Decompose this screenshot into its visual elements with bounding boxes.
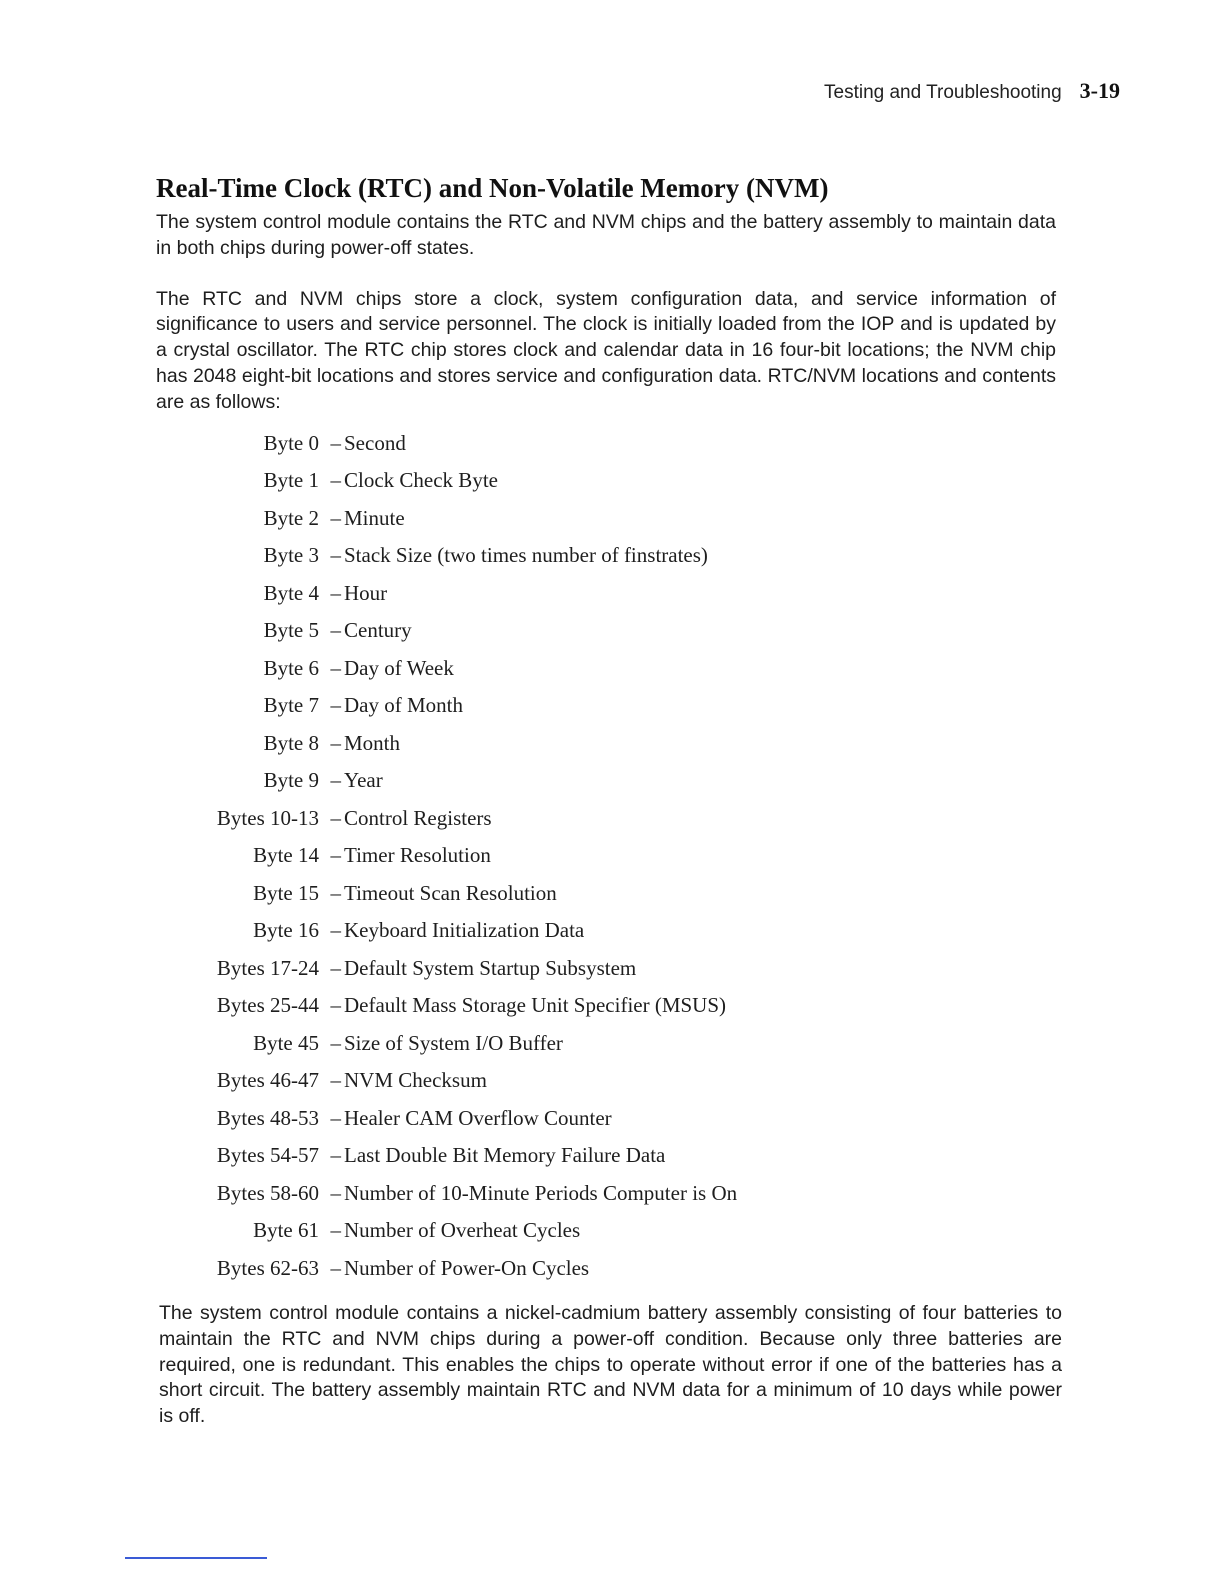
byte-dash: – bbox=[330, 918, 341, 943]
byte-map-row bbox=[156, 575, 1056, 613]
byte-description: Minute bbox=[344, 505, 405, 530]
byte-description: Healer CAM Overflow Counter bbox=[344, 1105, 612, 1130]
byte-map-row bbox=[156, 1250, 1056, 1288]
byte-map-row bbox=[156, 1100, 1056, 1138]
byte-map-row bbox=[156, 1062, 1056, 1100]
byte-address: Bytes 10-13 bbox=[216, 805, 319, 830]
byte-address: Byte 16 bbox=[253, 918, 319, 943]
byte-description: Default Mass Storage Unit Specifier (MSUS) bbox=[344, 993, 727, 1018]
byte-description: Day of Month bbox=[344, 693, 463, 718]
byte-map-list bbox=[156, 425, 1056, 1288]
byte-map-row bbox=[156, 912, 1056, 950]
byte-address: Byte 5 bbox=[263, 618, 319, 643]
byte-description: Hour bbox=[344, 580, 388, 605]
byte-map-row bbox=[156, 1175, 1056, 1213]
byte-description: Month bbox=[344, 730, 401, 755]
byte-description: Timer Resolution bbox=[344, 843, 491, 868]
byte-map-row bbox=[156, 462, 1056, 500]
byte-map-row bbox=[156, 537, 1056, 575]
byte-description: Year bbox=[344, 768, 383, 793]
byte-map-row bbox=[156, 650, 1056, 688]
byte-address: Byte 6 bbox=[263, 655, 319, 680]
byte-description: Last Double Bit Memory Failure Data bbox=[344, 1143, 666, 1168]
byte-description: Default System Startup Subsystem bbox=[344, 955, 637, 980]
byte-dash: – bbox=[330, 993, 341, 1018]
byte-dash: – bbox=[330, 1255, 341, 1280]
byte-map-row bbox=[156, 762, 1056, 800]
byte-address: Bytes 25-44 bbox=[216, 993, 319, 1018]
byte-dash: – bbox=[330, 693, 341, 718]
description-paragraph: The RTC and NVM chips store a clock, system configuration data, and service information of significance to users and service personnel. The clock is initially loaded from the IOP and is updated by a crystal oscillator. The RTC chip stores clock and calendar data in 16 four-bit locations; the NVM chip has 2048 eight-bit locations and stores service and configuration data. RTC/NVM locations and contents are as follows: bbox=[156, 287, 1056, 413]
byte-dash: – bbox=[330, 655, 341, 680]
byte-map-row bbox=[156, 950, 1056, 988]
byte-map-row bbox=[156, 800, 1056, 838]
intro-paragraph: The system control module contains the RTC and NVM chips and the battery assembly to maintain data in both chips during power-off states. bbox=[156, 211, 1056, 259]
byte-address: Byte 9 bbox=[263, 768, 319, 793]
byte-address: Byte 2 bbox=[263, 505, 319, 530]
byte-address: Bytes 17-24 bbox=[216, 955, 319, 980]
footer-rule bbox=[125, 1557, 267, 1559]
byte-map-row bbox=[156, 687, 1056, 725]
byte-address: Bytes 58-60 bbox=[216, 1180, 319, 1205]
byte-dash: – bbox=[330, 505, 341, 530]
byte-description: Clock Check Byte bbox=[344, 468, 498, 493]
byte-description: Number of Power-On Cycles bbox=[344, 1255, 590, 1280]
byte-dash: – bbox=[330, 468, 341, 493]
byte-description: Stack Size (two times number of finstrates) bbox=[344, 543, 708, 568]
byte-map-row bbox=[156, 1137, 1056, 1175]
byte-map-row bbox=[156, 1025, 1056, 1063]
byte-address: Byte 15 bbox=[253, 880, 319, 905]
byte-description: Size of System I/O Buffer bbox=[344, 1030, 563, 1055]
byte-map-row bbox=[156, 500, 1056, 538]
main-content bbox=[156, 170, 1062, 1430]
byte-map-row bbox=[156, 875, 1056, 913]
byte-map-row bbox=[156, 837, 1056, 875]
byte-address: Byte 1 bbox=[263, 468, 319, 493]
byte-address: Byte 61 bbox=[253, 1218, 319, 1243]
byte-map-row bbox=[156, 612, 1056, 650]
byte-address: Bytes 62-63 bbox=[216, 1255, 319, 1280]
byte-description: Control Registers bbox=[344, 805, 492, 830]
byte-address: Byte 45 bbox=[253, 1030, 319, 1055]
byte-dash: – bbox=[330, 1030, 341, 1055]
byte-description: NVM Checksum bbox=[344, 1068, 487, 1093]
byte-dash: – bbox=[330, 1105, 341, 1130]
byte-description: Number of 10-Minute Periods Computer is On bbox=[344, 1180, 738, 1205]
byte-description: Keyboard Initialization Data bbox=[344, 918, 585, 943]
byte-address: Byte 4 bbox=[263, 580, 319, 605]
byte-description: Day of Week bbox=[344, 655, 454, 680]
byte-address: Byte 14 bbox=[253, 843, 319, 868]
byte-address: Byte 0 bbox=[263, 430, 319, 455]
byte-description: Second bbox=[344, 430, 406, 455]
header-section-name: Testing and Troubleshooting bbox=[824, 82, 1062, 103]
byte-dash: – bbox=[330, 955, 341, 980]
byte-address: Byte 8 bbox=[263, 730, 319, 755]
byte-dash: – bbox=[330, 768, 341, 793]
battery-paragraph: The system control module contains a nickel-cadmium battery assembly consisting of four batteries to maintain the RTC and NVM chips during a power-off condition. Because only three batteries are required, one is redundant. This enables the chips to operate without error if one of the batteries has a short circuit. The battery assembly maintain RTC and NVM data for a minimum of 10 days while power is off. bbox=[159, 1302, 1062, 1428]
byte-description: Century bbox=[344, 618, 412, 643]
byte-address: Bytes 46-47 bbox=[216, 1068, 319, 1093]
byte-dash: – bbox=[330, 1218, 341, 1243]
byte-dash: – bbox=[330, 843, 341, 868]
byte-dash: – bbox=[330, 580, 341, 605]
byte-description: Timeout Scan Resolution bbox=[344, 880, 557, 905]
byte-dash: – bbox=[330, 880, 341, 905]
byte-address: Byte 3 bbox=[263, 543, 319, 568]
byte-dash: – bbox=[330, 1180, 341, 1205]
byte-dash: – bbox=[330, 730, 341, 755]
byte-address: Bytes 48-53 bbox=[216, 1105, 319, 1130]
byte-map-row bbox=[156, 425, 1056, 463]
byte-map-row bbox=[156, 987, 1056, 1025]
byte-dash: – bbox=[330, 1068, 341, 1093]
byte-dash: – bbox=[330, 430, 341, 455]
byte-map-row bbox=[156, 1212, 1056, 1250]
page-number: 3-19 bbox=[1079, 78, 1120, 103]
byte-dash: – bbox=[330, 1143, 341, 1168]
byte-map-row bbox=[156, 725, 1056, 763]
byte-address: Bytes 54-57 bbox=[216, 1143, 319, 1168]
running-header bbox=[824, 78, 1120, 104]
section-title: Real-Time Clock (RTC) and Non-Volatile Memory (NVM) bbox=[156, 173, 829, 203]
byte-address: Byte 7 bbox=[263, 693, 319, 718]
byte-description: Number of Overheat Cycles bbox=[344, 1218, 581, 1243]
byte-dash: – bbox=[330, 543, 341, 568]
byte-dash: – bbox=[330, 805, 341, 830]
byte-dash: – bbox=[330, 618, 341, 643]
